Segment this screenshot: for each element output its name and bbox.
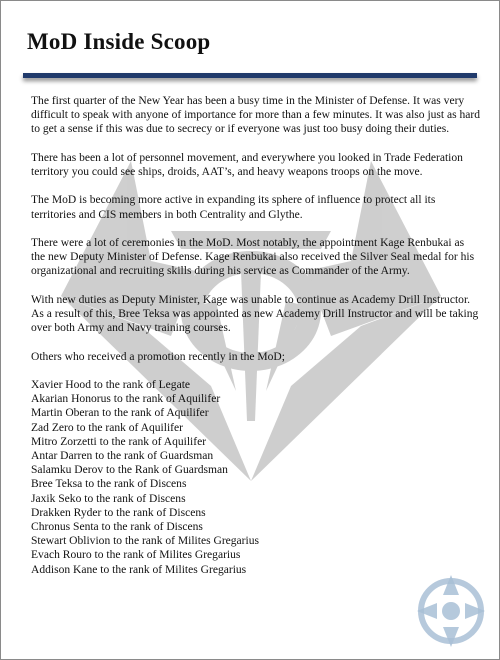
paragraph: There were a lot of ceremonies in the MoD. Most notably, the appointment Kage Renbukai as the new Deputy Minister of Defense. Kage Renbukai also received the Silver Seal medal for his organizational and recruiting skills during his service as Commander of the Army.	[31, 236, 475, 278]
list-item: Zad Zero to the rank of Aquilifer	[31, 421, 183, 434]
paragraph: With new duties as Deputy Minister, Kage was unable to continue as Academy Drill Instructor. As a result of this, Bree Teksa was appointed as new Academy Drill Instructor and will be taking over both Army and Navy training courses.	[31, 293, 479, 335]
list-item: Jaxik Seko to the rank of Discens	[31, 492, 186, 505]
list-item: Bree Teksa to the rank of Discens	[31, 478, 187, 491]
list-item: Salamku Derov to the Rank of Guardsman	[31, 464, 228, 477]
list-item: Akarian Honorus to the rank of Aquilifer	[31, 393, 221, 406]
list-item: Mitro Zorzetti to the rank of Aquilifer	[31, 435, 207, 448]
list-item: Chronus Senta to the rank of Discens	[31, 521, 203, 533]
article-body	[31, 78, 481, 577]
paragraph: The first quarter of the New Year has been a busy time in the Minister of Defense. It was very difficult to speak with anyone of importance for more than a few minutes. It was also just as hard to get a sense if this was due to secrecy or if everyone was just too busy doing their duties.	[31, 95, 481, 136]
list-item: Addison Kane to the rank of Milites Gregarius	[31, 563, 247, 576]
list-item: Drakken Ryder to the rank of Discens	[31, 506, 206, 519]
paragraph: There has been a lot of personnel movement, and everywhere you looked in Trade Federation territory you could see ships, droids, AAT’s, and heavy weapons troops on the move.	[31, 151, 463, 178]
list-item: Xavier Hood to the rank of Legate	[31, 378, 191, 391]
promotions-list	[31, 378, 481, 577]
page-title: MoD Inside Scoop	[27, 29, 211, 54]
paragraph: The MoD is becoming more active in expanding its sphere of influence to protect all its territories and CIS members in both Centrality and Glythe.	[31, 194, 436, 221]
paragraph: Others who received a promotion recently in the MoD;	[31, 350, 285, 363]
cis-roundel-logo-icon	[411, 571, 491, 651]
list-item: Antar Darren to the rank of Guardsman	[31, 449, 214, 462]
list-item: Stewart Oblivion to the rank of Milites Gregarius	[31, 535, 260, 548]
list-item: Martin Oberan to the rank of Aquilifer	[31, 407, 209, 420]
header	[23, 1, 477, 78]
list-item: Evach Rouro to the rank of Milites Gregarius	[31, 549, 241, 562]
